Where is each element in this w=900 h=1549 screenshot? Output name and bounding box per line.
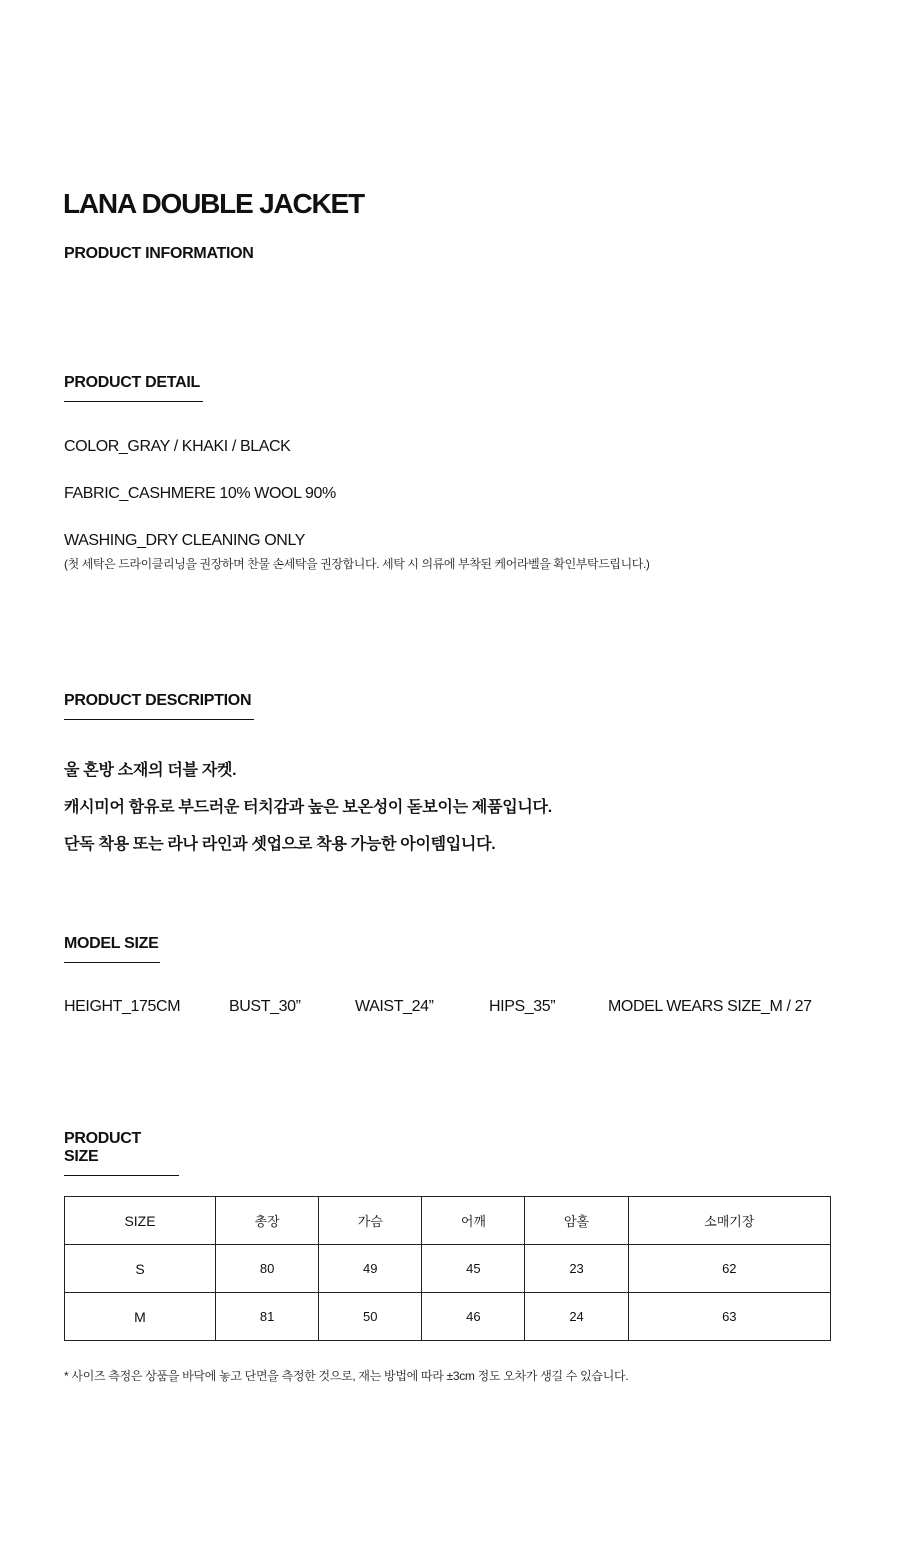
table-cell: 49 <box>319 1245 422 1293</box>
column-header-sleeve: 소매기장 <box>628 1197 830 1245</box>
product-description-heading: PRODUCT DESCRIPTION <box>64 692 254 720</box>
description-line: 단독 착용 또는 라나 라인과 셋업으로 착용 가능한 아이템입니다. <box>64 836 496 853</box>
product-size-heading: PRODUCT SIZE <box>64 1130 179 1176</box>
description-line: 캐시미어 함유로 부드러운 터치감과 높은 보온성이 돋보이는 제품입니다. <box>64 799 552 816</box>
model-height: HEIGHT_175CM <box>64 998 181 1015</box>
size-table-header-row <box>65 1197 831 1245</box>
product-information-label: PRODUCT INFORMATION <box>64 245 254 262</box>
column-header-shoulder: 어깨 <box>422 1197 525 1245</box>
table-cell: 46 <box>422 1293 525 1341</box>
column-header-length: 총장 <box>216 1197 319 1245</box>
description-line: 울 혼방 소재의 더블 자켓. <box>64 762 237 779</box>
washing-info: WASHING_DRY CLEANING ONLY <box>64 532 306 549</box>
column-header-armhole: 암홀 <box>525 1197 628 1245</box>
table-row <box>65 1245 831 1293</box>
fabric-info: FABRIC_CASHMERE 10% WOOL 90% <box>64 485 336 502</box>
size-cell: M <box>65 1293 216 1341</box>
column-header-chest: 가슴 <box>319 1197 422 1245</box>
table-cell: 80 <box>216 1245 319 1293</box>
size-cell: S <box>65 1245 216 1293</box>
product-detail-heading: PRODUCT DETAIL <box>64 374 203 402</box>
table-cell: 24 <box>525 1293 628 1341</box>
washing-note: (첫 세탁은 드라이클리닝을 권장하며 찬물 손세탁을 권장합니다. 세탁 시 의류에 부착된 케어라벨을 확인부탁드립니다.) <box>64 557 650 571</box>
table-row <box>65 1293 831 1341</box>
color-info: COLOR_GRAY / KHAKI / BLACK <box>64 438 291 455</box>
model-waist: WAIST_24” <box>355 998 434 1015</box>
table-cell: 45 <box>422 1245 525 1293</box>
size-footnote: * 사이즈 측정은 상품을 바닥에 놓고 단면을 측정한 것으로, 재는 방법에 따라 ±3cm 정도 오차가 생길 수 있습니다. <box>64 1369 629 1383</box>
product-title: LANA DOUBLE JACKET <box>63 188 364 219</box>
size-table <box>64 1196 831 1341</box>
table-cell: 50 <box>319 1293 422 1341</box>
table-cell: 81 <box>216 1293 319 1341</box>
model-bust: BUST_30” <box>229 998 301 1015</box>
table-cell: 62 <box>628 1245 830 1293</box>
table-cell: 23 <box>525 1245 628 1293</box>
column-header-size: SIZE <box>65 1197 216 1245</box>
model-hips: HIPS_35” <box>489 998 556 1015</box>
model-wears-size: MODEL WEARS SIZE_M / 27 <box>608 998 812 1015</box>
model-size-heading: MODEL SIZE <box>64 935 160 963</box>
table-cell: 63 <box>628 1293 830 1341</box>
